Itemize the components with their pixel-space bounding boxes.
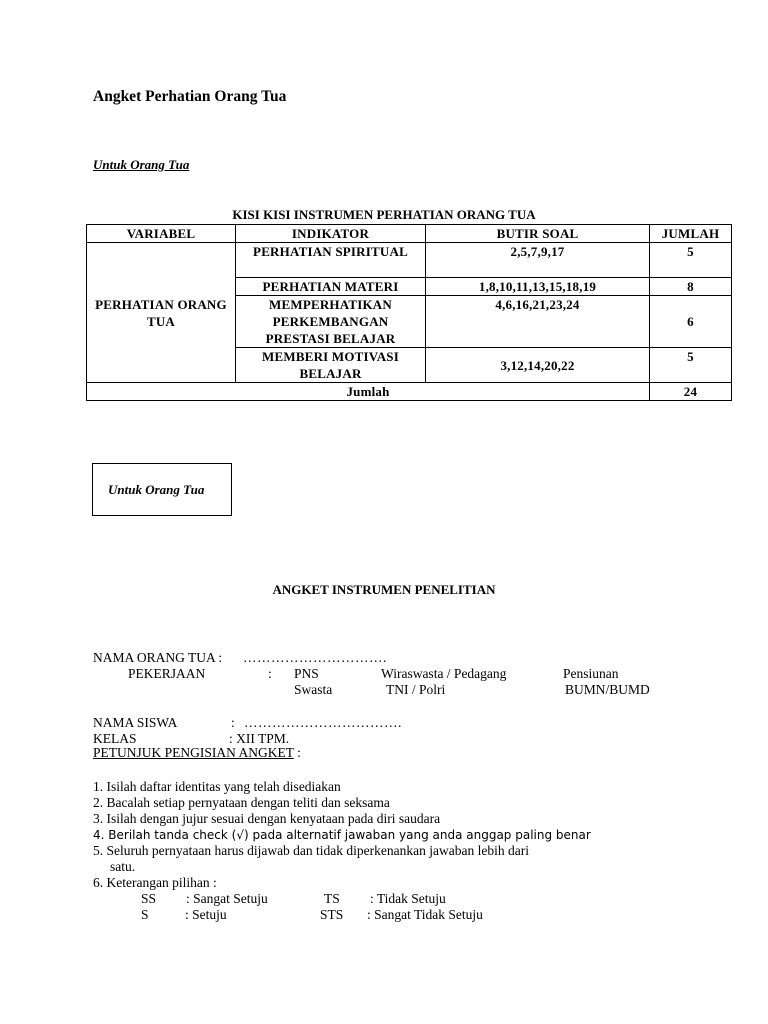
subtitle: Untuk Orang Tua [93, 157, 190, 172]
nama-siswa-colon: : [231, 715, 235, 730]
legend-code: SS [141, 891, 157, 906]
option-swasta[interactable]: Swasta [294, 682, 333, 697]
jumlah-cell: 6 [650, 296, 732, 348]
nama-ortu-field[interactable]: …………………………. [243, 650, 387, 665]
section-title: ANGKET INSTRUMEN PENELITIAN [272, 582, 496, 597]
table-row [87, 243, 732, 278]
kelas-value: : XII TPM. [229, 731, 290, 746]
legend-code: S [141, 907, 149, 922]
instruction-item: 1. Isilah daftar identitas yang telah disediakan [93, 779, 341, 794]
jumlah-cell: 5 [650, 348, 732, 383]
petunjuk-heading [93, 745, 301, 761]
legend-code: STS [320, 907, 344, 922]
table-header-row [87, 225, 732, 243]
pekerjaan-colon: : [268, 666, 272, 681]
header-jumlah: JUMLAH [650, 225, 732, 243]
butir-cell: 2,5,7,9,17 [426, 243, 650, 278]
legend-meaning: : Sangat Setuju [186, 891, 268, 906]
option-pns[interactable]: PNS [294, 666, 319, 681]
jumlah-cell: 5 [650, 243, 732, 278]
legend-meaning: : Setuju [185, 907, 227, 922]
instruction-item: satu. [110, 859, 136, 874]
option-tni-polri[interactable]: TNI / Polri [386, 682, 446, 697]
instruction-item: 6. Keterangan pilihan : [93, 875, 217, 890]
kelas-label: KELAS [93, 731, 137, 746]
legend-meaning: : Sangat Tidak Setuju [367, 907, 483, 922]
nama-siswa-field[interactable]: ……………………………. [244, 715, 402, 730]
table-title: KISI KISI INSTRUMEN PERHATIAN ORANG TUA [232, 207, 536, 222]
table-total-row [87, 383, 732, 401]
indikator-cell: PERHATIAN MATERI [236, 278, 426, 296]
petunjuk-label: PETUNJUK PENGISIAN ANGKET [93, 745, 294, 760]
header-butir-soal: BUTIR SOAL [426, 225, 650, 243]
instruction-item: 2. Bacalah setiap pernyataan dengan teliti dan seksama [93, 795, 390, 810]
legend-code: TS [324, 891, 340, 906]
butir-cell: 3,12,14,20,22 [426, 348, 650, 383]
total-label: Jumlah [87, 383, 650, 401]
nama-siswa-label: NAMA SISWA [93, 715, 178, 730]
option-bumn[interactable]: BUMN/BUMD [565, 682, 650, 697]
respondent-box [92, 463, 232, 516]
nama-ortu-label: NAMA ORANG TUA : [93, 650, 223, 665]
pekerjaan-label: PEKERJAAN [128, 666, 206, 681]
petunjuk-colon: : [293, 745, 301, 760]
header-variabel: VARIABEL [87, 225, 236, 243]
legend-meaning: : Tidak Setuju [370, 891, 446, 906]
jumlah-cell: 8 [650, 278, 732, 296]
kisi-table [86, 224, 732, 401]
indikator-cell: MEMPERHATIKAN PERKEMBANGAN PRESTASI BELAJAR [236, 296, 426, 348]
page-title: Angket Perhatian Orang Tua [93, 88, 287, 105]
total-value: 24 [650, 383, 732, 401]
header-indikator: INDIKATOR [236, 225, 426, 243]
variabel-cell: PERHATIAN ORANG TUA [87, 243, 236, 383]
instruction-item: 3. Isilah dengan jujur sesuai dengan kenyataan pada diri saudara [93, 811, 441, 826]
option-pensiunan[interactable]: Pensiunan [563, 666, 619, 681]
box-label: Untuk Orang Tua [108, 482, 205, 497]
instruction-item: 4. Berilah tanda check (√) pada alternatif jawaban yang anda anggap paling benar [93, 828, 591, 842]
butir-cell: 1,8,10,11,13,15,18,19 [426, 278, 650, 296]
indikator-cell: PERHATIAN SPIRITUAL [236, 243, 426, 278]
butir-cell: 4,6,16,21,23,24 [426, 296, 650, 348]
option-wiraswasta[interactable]: Wiraswasta / Pedagang [381, 666, 507, 681]
indikator-cell: MEMBERI MOTIVASI BELAJAR [236, 348, 426, 383]
instruction-item: 5. Seluruh pernyataan harus dijawab dan tidak diperkenankan jawaban lebih dari [93, 843, 529, 858]
